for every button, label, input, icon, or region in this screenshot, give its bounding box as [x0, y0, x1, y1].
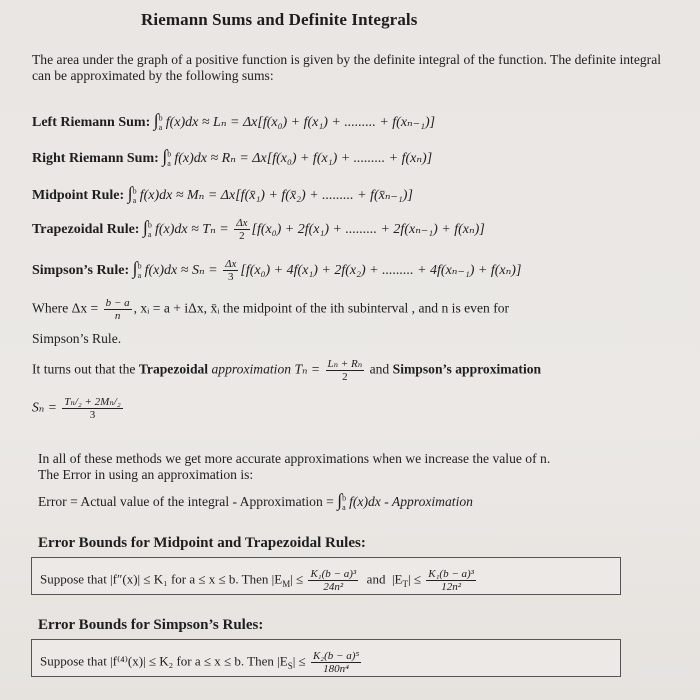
where-prefix: Where Δx = — [32, 300, 99, 316]
trapezoidal-relation-fraction: $\frac{\text{Lₙ + Rₙ}}{2}$ — [327, 358, 363, 383]
intro-paragraph: The area under the graph of a positive function is given by the definite integral of the function. The definite integral can be approximated by the following sums: — [32, 52, 662, 83]
left-riemann-rule: Left Riemann Sum: ∫$^b_a$ f(x)dx ≈ Lₙ = Δx[f(x₀) + f(x₁) + ......... + f(xₙ₋₁)] — [32, 110, 436, 132]
error-bounds-midpoint-trapezoidal-box: Suppose that |f″(x)| ≤ K₁ for a ≤ x ≤ b. Then $|E_M|$ ≤ $\frac{\text{K₁(b − a)³}}{\text{24n²}}$ and $|E_T|$ ≤ $\frac{\text{K₁(b − a)³}}{\text{12n²}}$ — [31, 557, 621, 595]
bounds1-text: Suppose that |f″(x)| ≤ K₁ for a ≤ x ≤ b. Then |E — [40, 571, 283, 587]
trapezoidal-emphasis: Trapezoidal — [138, 361, 209, 377]
error-intro: The Error in using an approximation is: — [38, 467, 254, 482]
trapezoidal-label: Trapezoidal Rule — [32, 222, 135, 237]
trapezoidal-lhs: f(x)dx ≈ Tₙ = — [154, 222, 229, 237]
simpson-relation-fraction: $\frac{\text{Tₙ/₂ + 2Mₙ/₂}}{3}$ — [64, 396, 121, 421]
accuracy-note: In all of these methods we get more accurate approximations when we increase the value of n. — [38, 451, 551, 466]
integral-sign: ∫ — [127, 183, 133, 203]
simpson-emphasis: Simpson’s approximation — [392, 361, 542, 377]
where-xi: , xᵢ = a + iΔx, x̄ᵢ the midpoint of the ith subinterval , and n is even for — [133, 300, 510, 316]
error-bounds-simpson-heading: Error Bounds for Simpson’s Rules: — [38, 617, 264, 633]
simpson-lhs: f(x)dx ≈ Sₙ = — [144, 263, 218, 278]
page-title: Riemann Sums and Definite Integrals — [141, 10, 418, 29]
turns-out-line: It turns out that the Trapezoidal approximation Tₙ = $\frac{\text{Lₙ + Rₙ}}{2}$ and Simpson’s approximation — [32, 358, 542, 383]
simpson-error-fraction: $\frac{\text{K₂(b − a)⁵}}{\text{180n⁴}}$ — [312, 650, 360, 675]
simpson-label: Simpson’s Rule — [32, 263, 125, 278]
midpoint-label: Midpoint Rule — [32, 188, 120, 203]
midpoint-formula: f(x)dx ≈ Mₙ = Δx[f(x̄₁) + f(x̄₂) + ......... + f(x̄ₙ₋₁)] — [139, 188, 413, 203]
trapezoidal-rule: Trapezoidal Rule: ∫$^b_a$ f(x)dx ≈ Tₙ = $\frac{\Delta x}{2}$ [f(x₀) + 2f(x₁) + ......... + 2f(xₙ₋₁) + f(xₙ)] — [32, 217, 485, 243]
error-bounds-midpoint-trapezoidal-heading: Error Bounds for Midpoint and Trapezoidal Rules: — [38, 535, 366, 551]
midpoint-rule: Midpoint Rule: ∫$^b_a$ f(x)dx ≈ Mₙ = Δx[f(x̄₁) + f(x̄₂) + ......... + f(x̄ₙ₋₁)] — [32, 183, 413, 205]
right-riemann-label: Right Riemann Sum — [32, 151, 155, 166]
integral-sign: ∫ — [153, 110, 159, 130]
trapezoidal-coefficient: $\frac{\Delta x}{2}$ — [236, 217, 248, 243]
left-riemann-formula: f(x)dx ≈ Lₙ = Δx[f(x₀) + f(x₁) + ......... + f(xₙ₋₁)] — [165, 115, 436, 130]
simpson-coefficient: $\frac{\Delta x}{3}$ — [225, 258, 237, 284]
right-riemann-formula: f(x)dx ≈ Rₙ = Δx[f(x₀) + f(x₁) + ......... + f(xₙ)] — [174, 151, 433, 166]
delta-x-fraction: $\frac{b - a}{n}$ — [105, 297, 130, 322]
bounds2-text: Suppose that |f⁽⁴⁾(x)| ≤ K₂ for a ≤ x ≤ b. Then |E — [40, 653, 288, 669]
simpson-rhs: [f(x₀) + 4f(x₁) + 2f(x₂) + ......... + 4f(xₙ₋₁) + f(xₙ)] — [240, 263, 522, 278]
where-continuation: Simpson’s Rule. — [32, 331, 122, 346]
trapezoidal-error-fraction: $\frac{\text{K₁(b − a)³}}{\text{12n²}}$ — [428, 568, 474, 593]
integral-sign: ∫ — [162, 146, 168, 166]
midpoint-error-fraction: $\frac{\text{K₁(b − a)³}}{\text{24n²}}$ — [310, 568, 357, 593]
where-definitions — [32, 297, 509, 322]
integral-sign: ∫ — [337, 490, 343, 510]
trapezoidal-rhs: [f(x₀) + 2f(x₁) + ......... + 2f(xₙ₋₁) + f(xₙ)] — [251, 222, 485, 237]
integral-sign: ∫ — [132, 258, 138, 278]
simpson-relation: Sₙ = $\frac{\text{Tₙ/₂ + 2Mₙ/₂}}{3}$ — [32, 396, 121, 421]
right-riemann-rule: Right Riemann Sum: ∫$^b_a$ f(x)dx ≈ Rₙ = Δx[f(x₀) + f(x₁) + ......... + f(xₙ)] — [32, 146, 433, 168]
integral-sign: ∫ — [142, 217, 148, 237]
error-definition: Error = Actual value of the integral - Approximation = ∫$^b_a$ f(x)dx - Approximation — [38, 490, 473, 512]
left-riemann-label: Left Riemann Sum — [32, 115, 146, 130]
error-bounds-simpson-box: Suppose that |f⁽⁴⁾(x)| ≤ K₂ for a ≤ x ≤ b. Then $|E_S|$ ≤ $\frac{\text{K₂(b − a)⁵}}{\text{180n⁴}}$ — [31, 639, 621, 677]
simpson-rule: Simpson’s Rule: ∫$^b_a$ f(x)dx ≈ Sₙ = $\frac{\Delta x}{3}$ [f(x₀) + 4f(x₁) + 2f(x₂) + ......... + 4f(xₙ₋₁) + f(xₙ)] — [32, 258, 522, 284]
